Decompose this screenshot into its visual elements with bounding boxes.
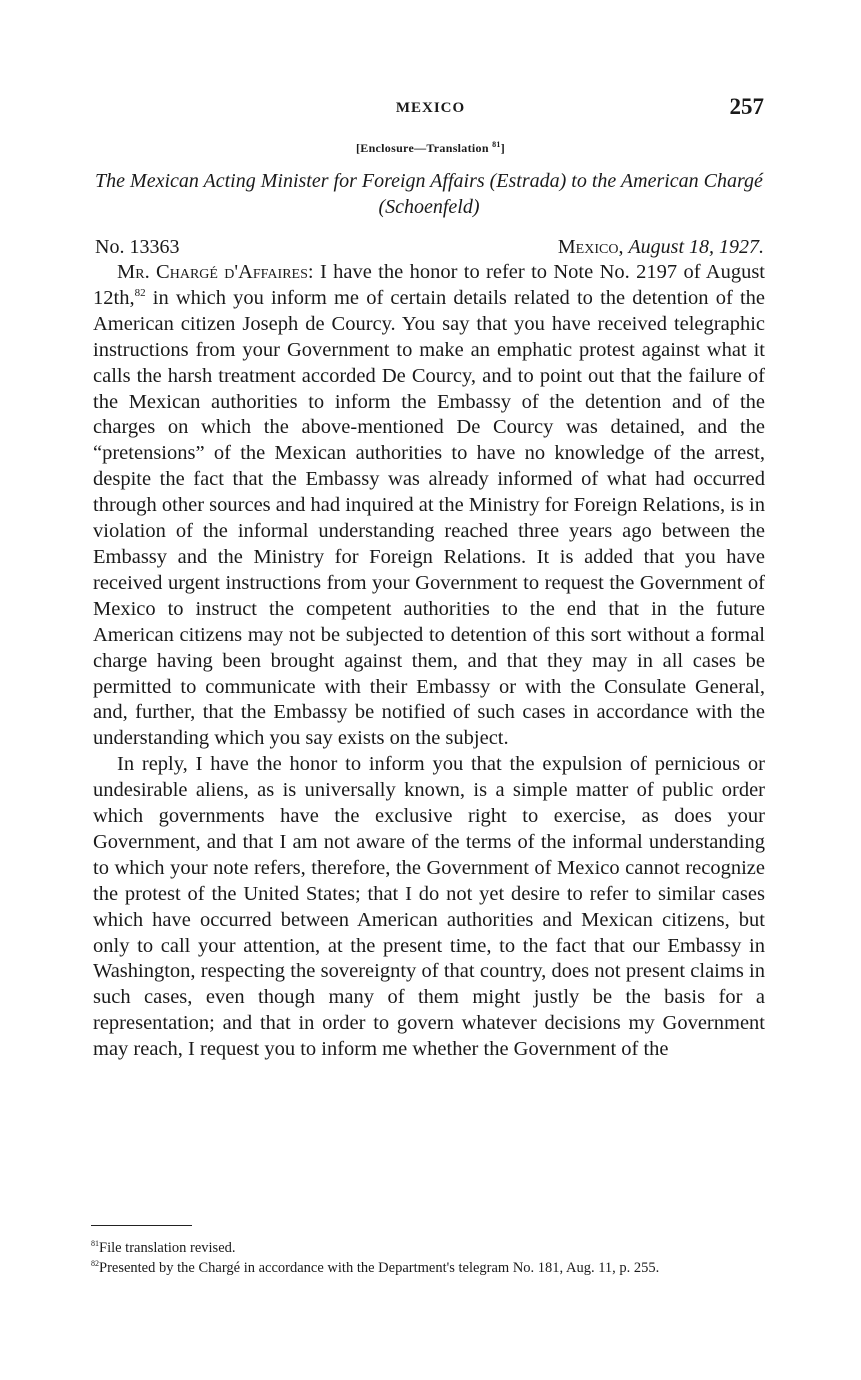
document-title: The Mexican Acting Minister for Foreign Affairs (Estrada) to the American Chargé (Schoenfeld) [95, 170, 763, 218]
footnote-text: File translation revised. [99, 1239, 236, 1256]
footnote-mark: 81 [91, 1239, 99, 1248]
place: Mexico [557, 236, 619, 258]
footnote-81 [91, 1236, 765, 1256]
paragraph-2: In reply, I have the honor to inform you that the expulsion of pernicious or undesirable aliens, as is universally known, is a simple matter of public order which governments have the exclusive right to exercise, as does your Government, and that I am not aware of the terms of the informal understanding to which your note refers, therefore, the Government of Mexico cannot recognize the protest of the United States; that I do not yet desire to refer to similar cases which have occurred between American authorities and Mexican citizens, but only to call your attention, at the present time, to the fact that our Embassy in Washington, respecting the sovereignty of that country, does not present claims in such cases, even though many of them might justly be the basis for a representation; and that in order to govern whatever decisions my Government may reach, I request you to inform me whether the Government of the [93, 753, 765, 1061]
paragraph-1-text-a: I have the honor to refer to Note No. 2197 of August 12th, [93, 261, 765, 309]
enclosure-label [0, 140, 861, 156]
running-title: MEXICO [395, 100, 466, 116]
footnote-mark: 82 [91, 1258, 99, 1268]
letter-body [93, 260, 765, 1063]
document-number: No. 13363 [95, 236, 180, 258]
footnotes [91, 1236, 765, 1276]
running-header [0, 96, 861, 126]
footnote-ref-81: 81 [492, 140, 501, 149]
page-number: 257 [729, 94, 764, 119]
footnote-ref-82: 82 [134, 287, 146, 300]
date: August 18, 1927. [628, 236, 764, 258]
salutation: Mr. Chargé d'Affaires: [117, 261, 314, 283]
enclosure-close: ] [500, 141, 506, 155]
place-date: Mexico, August 18, 1927. [557, 236, 764, 258]
paragraph-1-text-b: in which you inform me of certain details related to the detention of the American citizen Joseph de Courcy. You say that you have received telegraphic instructions from your Government to make an emphatic protest against what it calls the harsh treatment accorded De Courcy, and to point out that the failure of the Mexican authorities to inform the Embassy of the detention and of the charges on which the above-mentioned De Courcy was detained, and the “pretensions” of the Mexican authorities to have no knowledge of the arrest, despite the fact that the Embassy was already informed of what had occurred through other sources and had inquired at the Ministry for Foreign Relations, is in violation of the informal understanding reached three years ago between the Embassy and the Ministry for Foreign Relations. It is added that you have received urgent instructions from your Government to request the Government of Mexico to instruct the competent authorities to the end that in the future American citizens may not be subjected to detention of this sort without a formal charge having been brought against them, and that they may in all cases be permitted to communicate with their Embassy or with the Consulate General, and, further, that the Embassy be notified of such cases in accordance with the understanding which you say exists on the subject. [93, 286, 766, 750]
footnote-divider [91, 1225, 192, 1226]
paragraph-1 [93, 260, 765, 752]
footnote-text: Presented by the Chargé in accordance with the Department's telegram No. 181, Aug. 11, p. 255. [99, 1259, 660, 1276]
enclosure-text: [Enclosure—Translation [355, 141, 489, 155]
footnote-82 [91, 1256, 765, 1276]
